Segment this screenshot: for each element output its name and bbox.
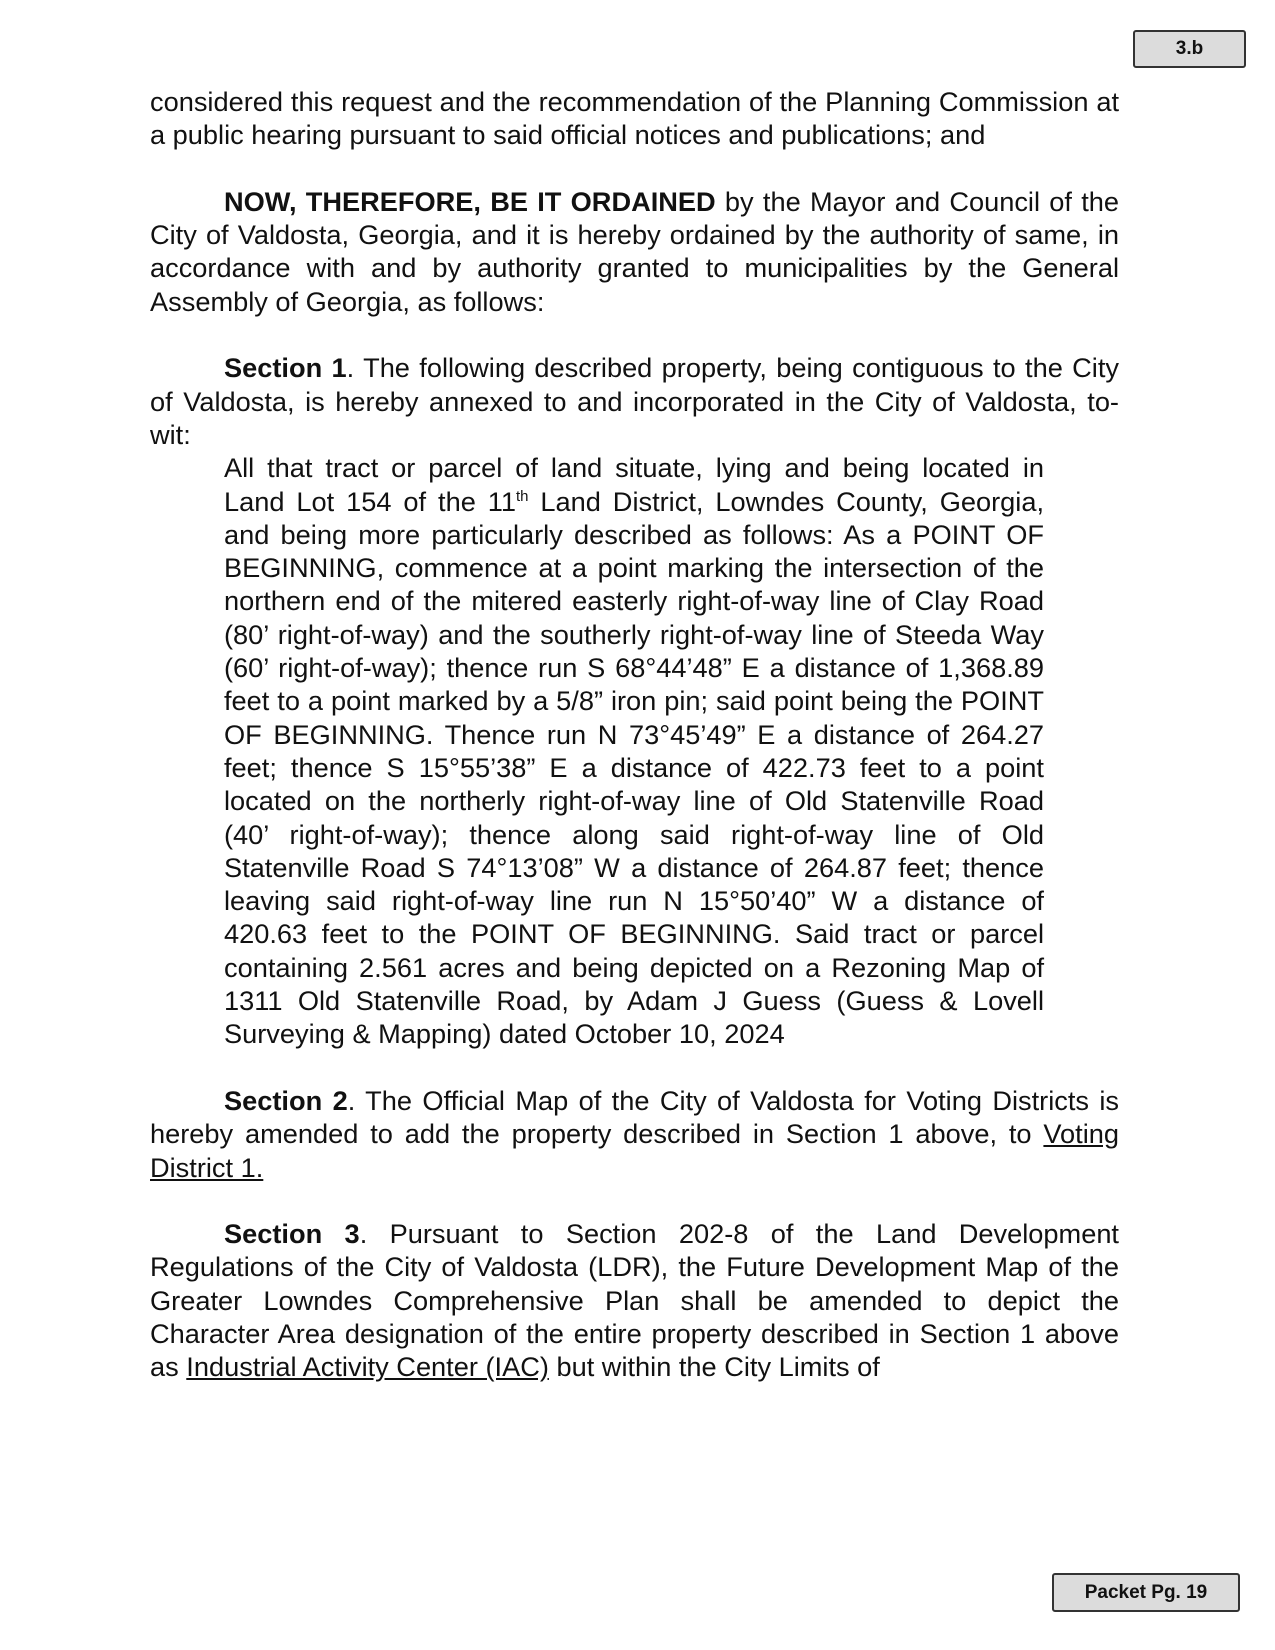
section-2-text: . The Official Map of the City of Valdosta for Voting Districts is hereby amended to add the property described in Section 1 above, to: [150, 1084, 1119, 1150]
legal-description: [224, 451, 1044, 1050]
document-body: [150, 85, 1119, 1384]
legal-description-rest: Land District, Lowndes County, Georgia, and being more particularly described as follows: As a POINT OF BEGINNING, commence at a point marking the intersection of the northern end of the mitered easterly right-of-way line of Clay Road (80’ right-of-way) and the southerly right-of-way line of Steeda Way (60’ right-of-way); thence run S 68°44’48” E a distance of 1,368.89 feet to a point marked by a 5/8” iron pin; said point being the POINT OF BEGINNING. Thence run N 73°45’49” E a distance of 264.27 feet; thence S 15°55’38” E a distance of 422.73 feet to a point located on the northerly right-of-way line of Old Statenville Road (40’ right-of-way); thence along said right-of-way line of Old Statenville Road S 74°13’08” W a distance of 264.87 feet; thence leaving said right-of-way line run N 15°50’40” W a distance of 420.63 feet to the POINT OF BEGINNING. Said tract or parcel containing 2.561 acres and being depicted on a Rezoning Map of 1311 Old Statenville Road, by Adam J Guess (Guess & Lovell Surveying & Mapping) dated October 10, 2024: [224, 485, 1044, 1050]
ordain-paragraph: [150, 185, 1119, 318]
section-2-paragraph: [150, 1084, 1119, 1184]
intro-paragraph: considered this request and the recommendation of the Planning Commission at a public hearing pursuant to said official notices and publications; and: [150, 86, 1119, 151]
character-area-designation: Industrial Activity Center (IAC): [186, 1351, 549, 1383]
section-2-heading: Section 2: [224, 1084, 348, 1116]
ordain-heading: NOW, THEREFORE, BE IT ORDAINED: [224, 185, 716, 217]
ordinal-suffix: th: [515, 487, 529, 505]
section-3-tail: but within the City Limits of: [548, 1351, 880, 1383]
section-1-heading: Section 1: [224, 352, 347, 384]
section-3-paragraph: [150, 1217, 1119, 1383]
section-1-paragraph: [150, 351, 1119, 451]
agenda-item-tag: 3.b: [1133, 30, 1246, 68]
packet-page-tag: Packet Pg. 19: [1052, 1573, 1240, 1612]
voting-district: Voting District 1.: [150, 1118, 1119, 1183]
section-3-heading: Section 3: [224, 1218, 360, 1250]
ordain-text: by the Mayor and Council of the City of Valdosta, Georgia, and it is hereby ordained by the authority of same, in accordance with and by authority granted to municipalities by the General Assembly of Georgia, as follows:: [150, 185, 1119, 317]
legal-description-start: All that tract or parcel of land situate, lying and being located in Land Lot 154 of the 11: [224, 452, 1044, 517]
section-3-text: . Pursuant to Section 202-8 of the Land Development Regulations of the City of Valdosta (LDR), the Future Development Map of the Greater Lowndes Comprehensive Plan shall be amended to depict the Character Area designation of the entire property described in Section 1 above as: [150, 1218, 1119, 1383]
section-1-text: . The following described property, being contiguous to the City of Valdosta, is hereby annexed to and incorporated in the City of Valdosta, to-wit:: [150, 352, 1119, 450]
